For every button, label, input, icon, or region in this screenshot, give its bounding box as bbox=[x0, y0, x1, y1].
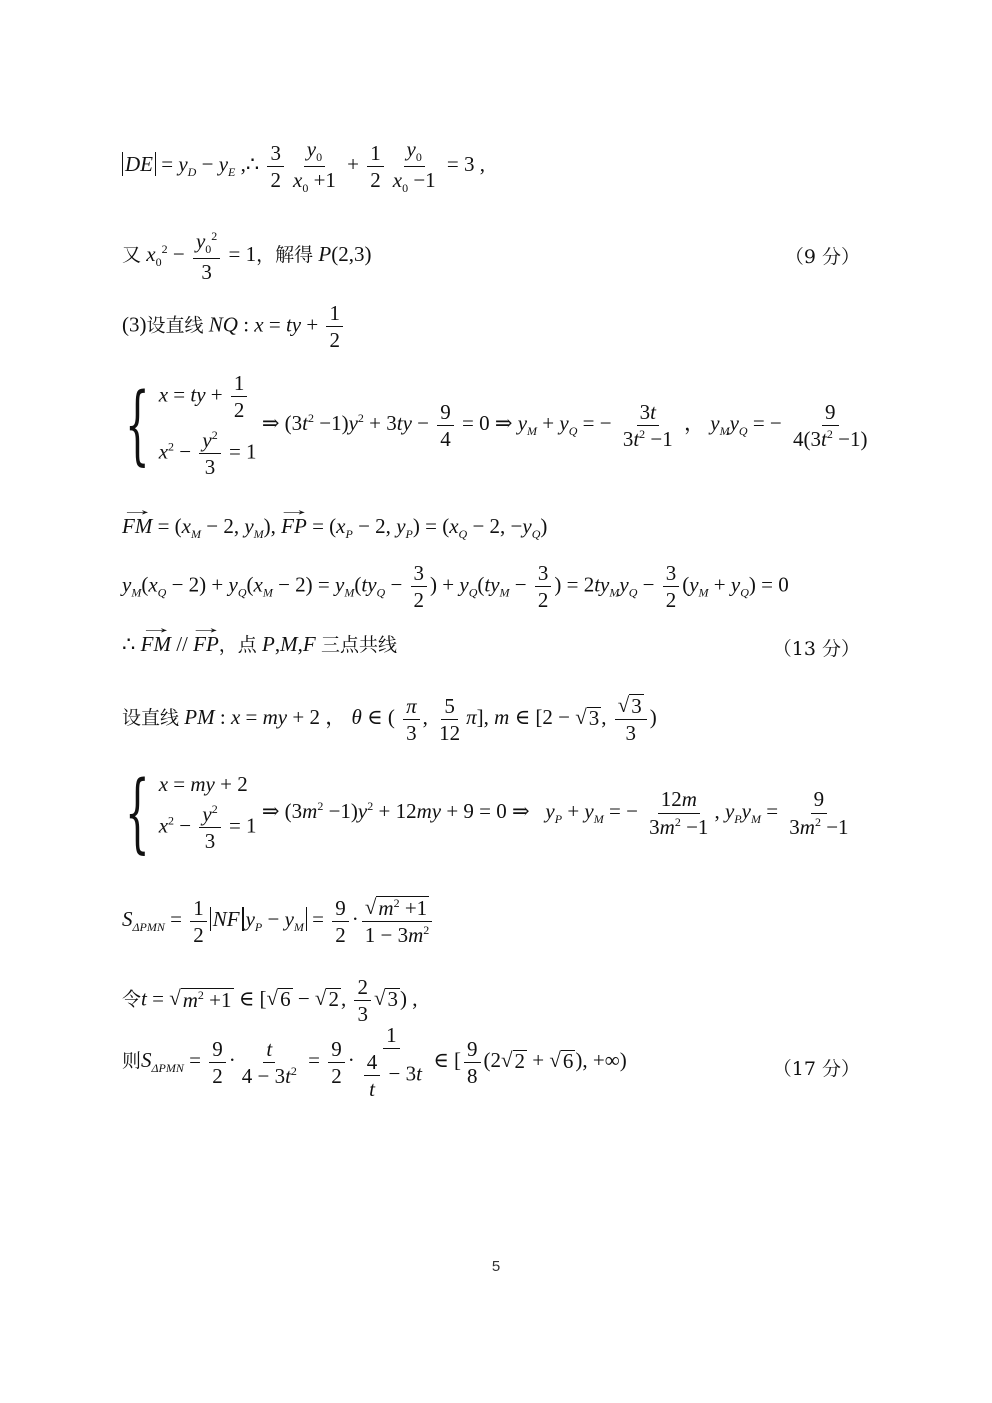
collinear-conclusion: ∴ → FM // → FP，点 P,M,F 三点共线 bbox=[122, 634, 397, 655]
vector-fm-fp: → FM = ($x_M - 2$, $y_M$), → FP = ($x_P - 2$, $y_P) = (x_Q - 2$, $-y_Q$) bbox=[122, 516, 547, 540]
substitution-t: 令t = √ $m^2 +1$ ∈ [√ 6 − √ 2 , $\frac{2}{3}$ √ 3 ) , bbox=[122, 975, 418, 1027]
score-9: （9 分） bbox=[784, 246, 860, 268]
system-nq: { x = ty + $\frac{1}{2}$ $x^2$ − $\frac{y^2}{3}$ = 1 ⇒ $(3t^2 -1)y^2 + 3ty$ − $\frac{9}{4}$ = 0 ⇒ $y_M + y_Q$ = − $\frac{3t}{3t^2 -1}$ ， $y_My_Q$ = − $\frac{9}{4(3t^2 -1)}$ bbox=[125, 371, 868, 480]
area-formula: $S_{\Delta PMN}$ = $\frac{1}{2}$ NF $y_P - y_M$ = $\frac{9}{2}$ · √ $m^2 +1$ $1 - 3m^2$ bbox=[122, 896, 435, 946]
line-pm-setup: 设直线 PM : x = my + 2 ， θ ∈ ( $\frac{\pi}{3}$ , $\frac{5}{12}$ π], m ∈ [2 − √ 3 , √ 3 3 ) bbox=[122, 693, 657, 746]
page-number: 5 bbox=[491, 1258, 501, 1275]
score-13: （13 分） bbox=[772, 638, 860, 660]
equation-hyperbola-point: 又 $x_0^2$ − $\frac{y_0^2}{3}$ = 1，解得 P(2,3) bbox=[122, 229, 372, 284]
system-pm: { x = my + 2 $x^2$ − $\frac{y^2}{3}$ = 1 ⇒ $(3m^2 -1)y^2 + 12my + 9 = 0$ ⇒ $y_P + y_M$ = − $\frac{12m}{3m^2 -1}$ , $y_Py_M$ = $\frac{9}{3m^2 -1}$ bbox=[125, 763, 849, 863]
line-nq-setup: (3)设直线 NQ : x = ty + $\frac{1}{2}$ bbox=[122, 302, 346, 351]
collinearity-computation: $y_M(x_Q - 2) + y_Q(x_M - 2) = y_M(ty_Q$ − $\frac{3}{2}$ ) + $y_Q(ty_M$ − $\frac{3}{2}$ ) = $2ty_My_Q$ − $\frac{3}{2}$ $(y_M + y_Q) = 0$ bbox=[122, 561, 789, 613]
score-17: （17 分） bbox=[772, 1058, 860, 1080]
area-range: 则$S_{\Delta PMN}$ = $\frac{9}{2}$ · $\frac{t}{4 - 3t^2}$ = $\frac{9}{2}$ · 1 $\frac{4}{t}$ − 3t ∈ [ $\frac{9}{8}$ (2√ 2 + √ 6 ), +∞) bbox=[122, 1023, 627, 1102]
equation-de-length: DE = $y_D - y_E$ ,∴ $\frac{3}{2}$ $\frac{y_0}{x_0 +1}$ + $\frac{1}{2}$ $\frac{y_0}{x_0 -1}$ = 3 , bbox=[122, 138, 485, 194]
